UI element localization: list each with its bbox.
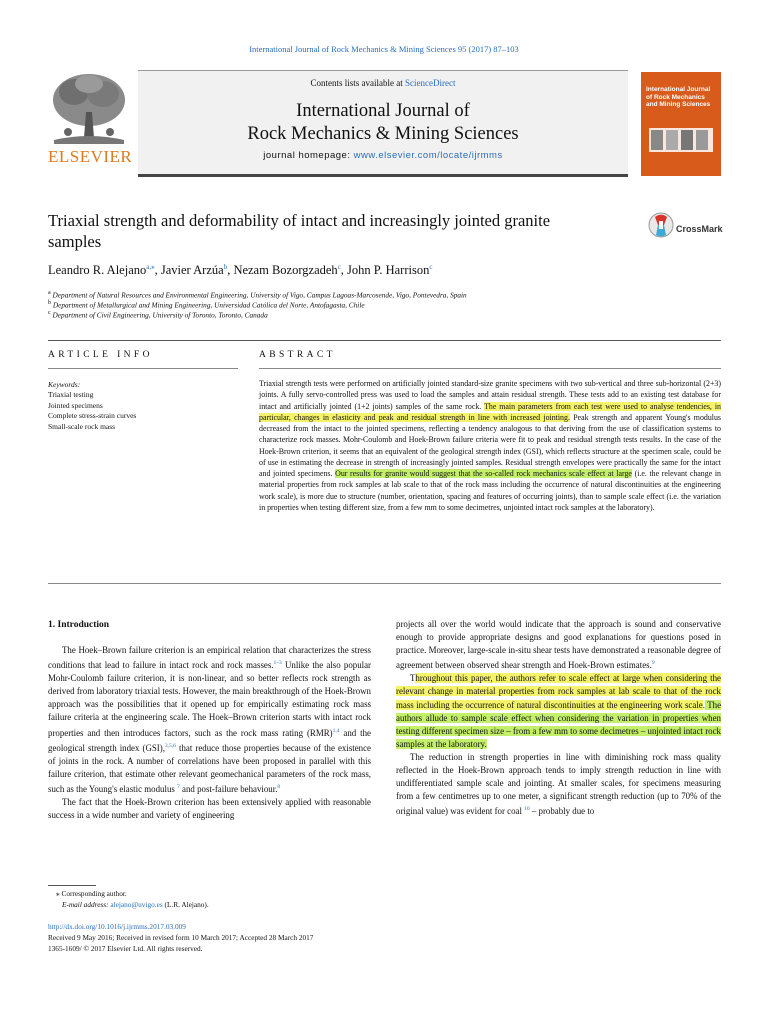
paragraph: Throughout this paper, the authors refer to scale effect at large when considering the relevant change in material properties from rock samples at lab scale to that of the rock mass including the occurrence of natural discontinuities at the engineering work scale. The authors allude to sample scale effect when considering the variation in properties when testing different specimen size – from a few mm to some decimetres – unjointed intact rock samples at the laboratory. (396, 673, 722, 749)
homepage-link[interactable]: www.elsevier.com/locate/ijrmms (353, 150, 503, 161)
affiliation-c: $^c$ Department of Civil Engineering, University of Toronto, Toronto, Canada (48, 310, 268, 320)
article-info-heading: ARTICLE INFO (48, 350, 153, 360)
citation-ref[interactable]: 3,5,6 (164, 742, 176, 749)
author-affiliation-sup[interactable]: c (337, 263, 341, 271)
abstract-heading: ABSTRACT (259, 350, 336, 360)
doi-link[interactable]: http://dx.doi.org/10.1016/j.ijrmms.2017.03.009 (48, 922, 186, 931)
keyword: Complete stress-strain curves (48, 411, 137, 420)
highlight-green: The authors allude to sample scale effect when considering the variation in properties when testing different specimen size – from a few mm to some decimetres – unjointed intact rock samples at the laboratory. (396, 699, 722, 749)
elsevier-tree-logo (48, 72, 130, 146)
paragraph: The fact that the Hoek-Brown criterion has been extensively applied with reasonable success in a wide number and variety of engineering (48, 796, 371, 820)
divider (259, 368, 721, 369)
corresponding-author-note: ⁎ Corresponding author. (56, 889, 127, 898)
paragraph: projects all over the world would indicate that the approach is sound and conservative enough to provide appropriate designs and good explanations for questions posed in practice. Moreover, large-scale in-situ shear tests have demonstrated a reasonable degree of agreement between observed shear strength and Hoek-Brown estimates.$^9$ (396, 619, 721, 671)
journal-homepage: journal homepage: www.elsevier.com/locate/ijrmms (263, 150, 503, 161)
citation-ref[interactable]: 1–3 (273, 660, 282, 667)
journal-citation[interactable]: International Journal of Rock Mechanics & Mining Sciences 95 (2017) 87–103 (249, 44, 519, 54)
email-link[interactable]: alejano@uvigo.es (110, 900, 163, 909)
author-name[interactable]: Nezam Bozorgzadeh (233, 263, 338, 278)
section-heading-introduction: 1. Introduction (48, 620, 110, 630)
keyword: Triaxial testing (48, 390, 94, 399)
keywords-label: Keywords: (48, 380, 81, 389)
journal-title: International Journal of Rock Mechanics & Mining Sciences (247, 101, 519, 144)
received-dates: Received 9 May 2016; Received in revised form 10 March 2017; Accepted 28 March 2017 (48, 933, 314, 942)
keyword: Jointed specimens (48, 400, 103, 410)
crossmark-icon[interactable] (648, 211, 674, 243)
author-name[interactable]: John P. Harrison (347, 263, 430, 278)
article-title: Triaxial strength and deformability of intact and increasingly jointed granite samples (48, 211, 551, 251)
paragraph: The Hoek–Brown failure criterion is an empirical relation that characterizes the stress conditions that lead to failure in intact rock and rock masses.$^{1-3}$ Unlike the also popular Mohr-Coulomb failure criterion, it is non-linear, and so better reflects rock strength as derived from laboratory triaxial tests. However, the main breakthrough of the Hoek-Brown approach was the possibilities that it opened up for empirically estimating rock mass failure criteria at the engineering scale. The Hoek–Brown criterion starts with intact rock properties and then introduces factors, such as the rock mass rating (RMR)$^{1,4}$ and the geological strength index (GSI),$^{3,5,6}$ that reduce those properties because of the existence of joints in the rock. A number of correlations have been proposed in parallel with this failure criterion, that estimate other relevant geomechanical parameters of the rock mass, such as the Young's elastic modulus $^7$ and post-failure behaviour.$^8$ (48, 645, 371, 794)
abstract-text: Triaxial strength tests were performed on artificially jointed standard-size granite specimens with two sub-vertical and three sub-horizontal (2+3) joints. A fully servo-controlled press was used to load the samples and attain residual strength. These tests add to an existing test database for intact and artificially jointed (1+2 joints) samples of the same rock. The main parameters from each test were used to analyse tendencies, in particular, changes in elasticity and peak and residual strength in line with increased jointing. Peak strength and apparent Young's modulus decreased from the intact to the jointed specimens, reflecting a tendency analogous to that deriving from the use of classification systems to characterize rock masses. Mohr-Coulomb and Hoek-Brown failure criteria were fit to peak and residual strength tests results. In the case of the Hoek-Brown criterion, it seems that an equivalent of the geological strength index (GSI), which reflects structure at the specimen scale, could be of use in estimating the decrease in strength of increasingly jointed samples. Residual strength envelopes were practically the same for the intact and jointed specimens. Our results for granite would suggest that the so-called rock mechanics scale effect at large (i.e. the relevant change in material properties from rock samples at lab scale to that of the rock mass including the occurrence of natural discontinuities at the engineering work scale), is more due to structure (number, orientation, spacing and features of occurring joints), than to sample scale effect (i.e. the variation in properties when testing different size, from a few mm to some decimetres, unjointed intact rock samples at the laboratory). (259, 379, 721, 512)
highlight-green: Our results for granite would suggest that the so-called rock mechanics scale effect at large (335, 469, 632, 478)
intro-right-column (396, 618, 721, 818)
contents-line: Contents lists available at ScienceDirect (310, 78, 456, 88)
keyword: Small-scale rock mass (48, 421, 116, 431)
affiliation-a: $^a$ Department of Natural Resources and Environmental Engineering, University of Vigo, Campus Lagoas-Marcosende, Vigo, Pontevedra, Spain (48, 290, 467, 300)
affiliation-b: $^b$ Department of Metallurgical and Mining Engineering, Universidad Católica del Norte, Antofagasta, Chile (48, 300, 365, 310)
divider (48, 340, 721, 341)
intro-left-column (48, 644, 371, 822)
author-affiliation-sup[interactable]: a,⁎ (146, 263, 155, 271)
divider (48, 583, 721, 584)
journal-cover-image[interactable]: International Journal of Rock Mechanics and Mining Sciences (641, 72, 721, 176)
crossmark-label[interactable]: CrossMark (676, 224, 723, 234)
footnote-rule (48, 885, 96, 886)
highlight-yellow: The main parameters from each test were used to analyse tendencies, in particular, changes in elasticity and peak and residual strength in line with increased jointing. (259, 401, 721, 422)
citation-ref[interactable]: 9 (651, 660, 655, 667)
sciencedirect-link[interactable]: ScienceDirect (405, 78, 456, 88)
author-name[interactable]: Leandro R. Alejano (48, 263, 147, 278)
author-name[interactable]: Javier Arzúa (160, 263, 224, 278)
citation-ref[interactable]: 7 (177, 783, 180, 790)
email-note: E-mail address: alejano@uvigo.es (L.R. Alejano). (62, 900, 209, 909)
citation-ref[interactable]: 1,4 (332, 727, 340, 734)
copyright: 1365-1609/ © 2017 Elsevier Ltd. All rights reserved. (48, 944, 203, 953)
author-affiliation-sup[interactable]: c (429, 263, 433, 271)
citation-ref[interactable]: 8 (277, 783, 281, 790)
citation-ref[interactable]: 10 (524, 806, 530, 813)
divider (48, 368, 238, 369)
highlight-yellow: hroughout this paper, the authors refer to scale effect at large when considering the relevant change in material properties from rock samples at lab scale to that of the rock mass including the occurrence of natural discontinuities at the engineering work scale (396, 673, 721, 710)
paragraph: The reduction in strength properties in line with diminishing rock mass quality reflected in the Hoek-Brown approach tends to imply strength reduction in line with undifferentiated sample scale and jointing. At smaller scales, for specimens measuring from a few centimetres up to one meter, a significant strength reduction (up to 70% of the original value) was evident for coal $^{10}$ – probably due to (396, 751, 721, 817)
elsevier-wordmark: ELSEVIER (48, 147, 133, 166)
author-affiliation-sup[interactable]: b (223, 263, 228, 271)
author-list: Leandro R. Alejano$^{a,⁎}$, Javier Arzúa$^b$, Nezam Bozorgzadeh$^c$, John P. Harrison$^c$ (48, 263, 433, 278)
